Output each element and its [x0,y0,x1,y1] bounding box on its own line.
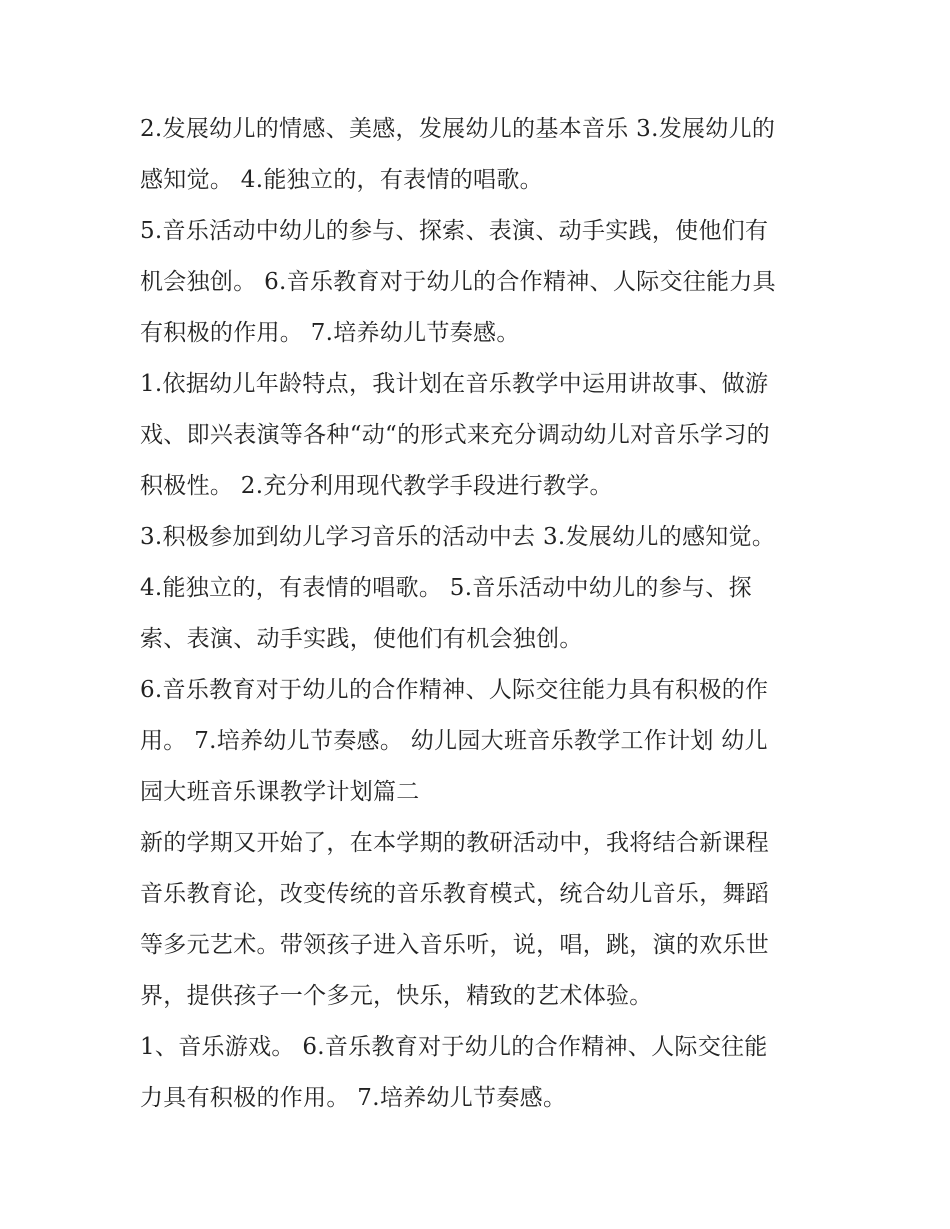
paragraph [140,818,820,1022]
paragraph [140,1022,820,1124]
text-line: 1、音乐游戏。 6.音乐教育对于幼儿的合作精神、人际交往能 [140,1034,768,1060]
text-line: 1.依据幼儿年龄特点，我计划在音乐教学中运用讲故事、做游 [140,371,769,397]
paragraph [140,665,820,818]
text-line: 4.能独立的，有表情的唱歌。 5.音乐活动中幼儿的参与、探 [140,575,752,601]
text-line: 5.音乐活动中幼儿的参与、探索、表演、动手实践，使他们有 [140,218,769,244]
text-line: 戏、即兴表演等各种“动“的形式来充分调动幼儿对音乐学习的 [140,422,770,448]
text-line: 积极性。 2.充分利用现代教学手段进行教学。 [140,473,613,499]
text-line: 3.积极参加到幼儿学习音乐的活动中去 3.发展幼儿的感知觉。 [140,524,776,550]
paragraph [140,512,820,563]
text-line: 有积极的作用。 7.培养幼儿节奏感。 [140,320,520,346]
paragraph [140,359,820,512]
paragraph [140,206,820,359]
text-line: 新的学期又开始了，在本学期的教研活动中，我将结合新课程 [140,830,770,856]
paragraph [140,563,820,665]
text-line: 园大班音乐课教学计划篇二 [140,779,420,805]
text-line: 用。 7.培养幼儿节奏感。 幼儿园大班音乐教学工作计划 幼儿 [140,728,768,754]
text-line: 界，提供孩子一个多元，快乐，精致的艺术体验。 [140,983,653,1009]
text-line: 机会独创。 6.音乐教育对于幼儿的合作精神、人际交往能力具 [140,269,776,295]
text-line: 音乐教育论，改变传统的音乐教育模式，统合幼儿音乐，舞蹈 [140,881,770,907]
text-line: 6.音乐教育对于幼儿的合作精神、人际交往能力具有积极的作 [140,677,769,703]
text-line: 力具有积极的作用。 7.培养幼儿节奏感。 [140,1085,567,1111]
text-line: 索、表演、动手实践，使他们有机会独创。 [140,626,583,652]
document-body [140,104,820,1124]
text-line: 等多元艺术。带领孩子进入音乐听，说，唱，跳，演的欢乐世 [140,932,770,958]
text-line: 2.发展幼儿的情感、美感，发展幼儿的基本音乐 3.发展幼儿的 [140,116,776,142]
paragraph [140,104,820,206]
text-line: 感知觉。 4.能独立的，有表情的唱歌。 [140,167,543,193]
